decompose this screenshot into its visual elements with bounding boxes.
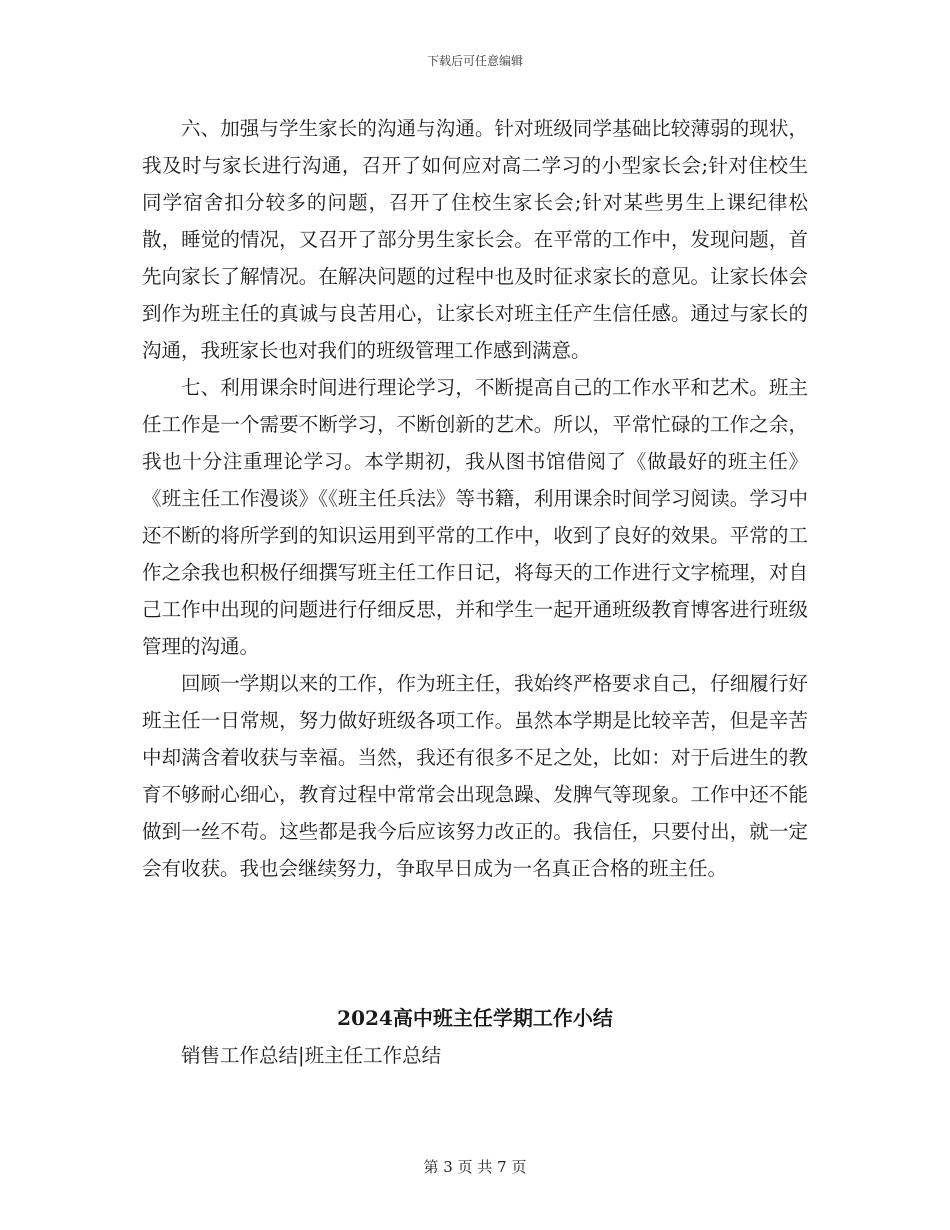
paragraph-seven: 七、利用课余时间进行理论学习，不断提高自己的工作水平和艺术。班主任工作是一个需要不断学习，不断创新的艺术。所以，平常忙碌的工作之余，我也十分注重理论学习。本学期初，我从图书馆借阅了《做最好的班主任》《班主任工作漫谈》《《班主任兵法》等书籍，利用课余时间学习阅读。学习中还不断的将所学到的知识运用到平常的工作中，收到了良好的效果。平常的工作之余我也积极仔细撰写班主任工作日记，将每天的工作进行文字梳理，对自己工作中出现的问题进行仔细反思，并和学生一起开通班级教育博客进行班级管理的沟通。 [142,376,808,658]
page-header-note: 下载后可任意编辑 [426,54,523,68]
category-tags: 销售工作总结|班主任工作总结 [181,1044,442,1067]
document-body [142,110,808,887]
page-number: 第 3 页 共 7 页 [423,1158,527,1176]
section-title: 2024高中班主任学期工作小结 [337,1006,613,1030]
paragraph-review: 回顾一学期以来的工作，作为班主任，我始终严格要求自己，仔细履行好班主任一日常规，努力做好班级各项工作。虽然本学期是比较辛苦，但是辛苦中却满含着收获与幸福。当然，我还有很多不足之处，比如：对于后进生的教育不够耐心细心，教育过程中常常会出现急躁、发脾气等现象。工作中还不能做到一丝不苟。这些都是我今后应该努力改正的。我信任，只要付出，就一定会有收获。我也会继续努力，争取早日成为一名真正合格的班主任。 [142,672,808,880]
paragraph-six: 六、加强与学生家长的沟通与沟通。针对班级同学基础比较薄弱的现状，我及时与家长进行沟通，召开了如何应对高二学习的小型家长会;针对住校生同学宿舍扣分较多的问题，召开了住校生家长会;针对某些男生上课纪律松散，睡觉的情况，又召开了部分男生家长会。在平常的工作中，发现问题，首先向家长了解情况。在解决问题的过程中也及时征求家长的意见。让家长体会到作为班主任的真诚与良苦用心，让家长对班主任产生信任感。通过与家长的沟通，我班家长也对我们的班级管理工作感到满意。 [142,117,808,362]
